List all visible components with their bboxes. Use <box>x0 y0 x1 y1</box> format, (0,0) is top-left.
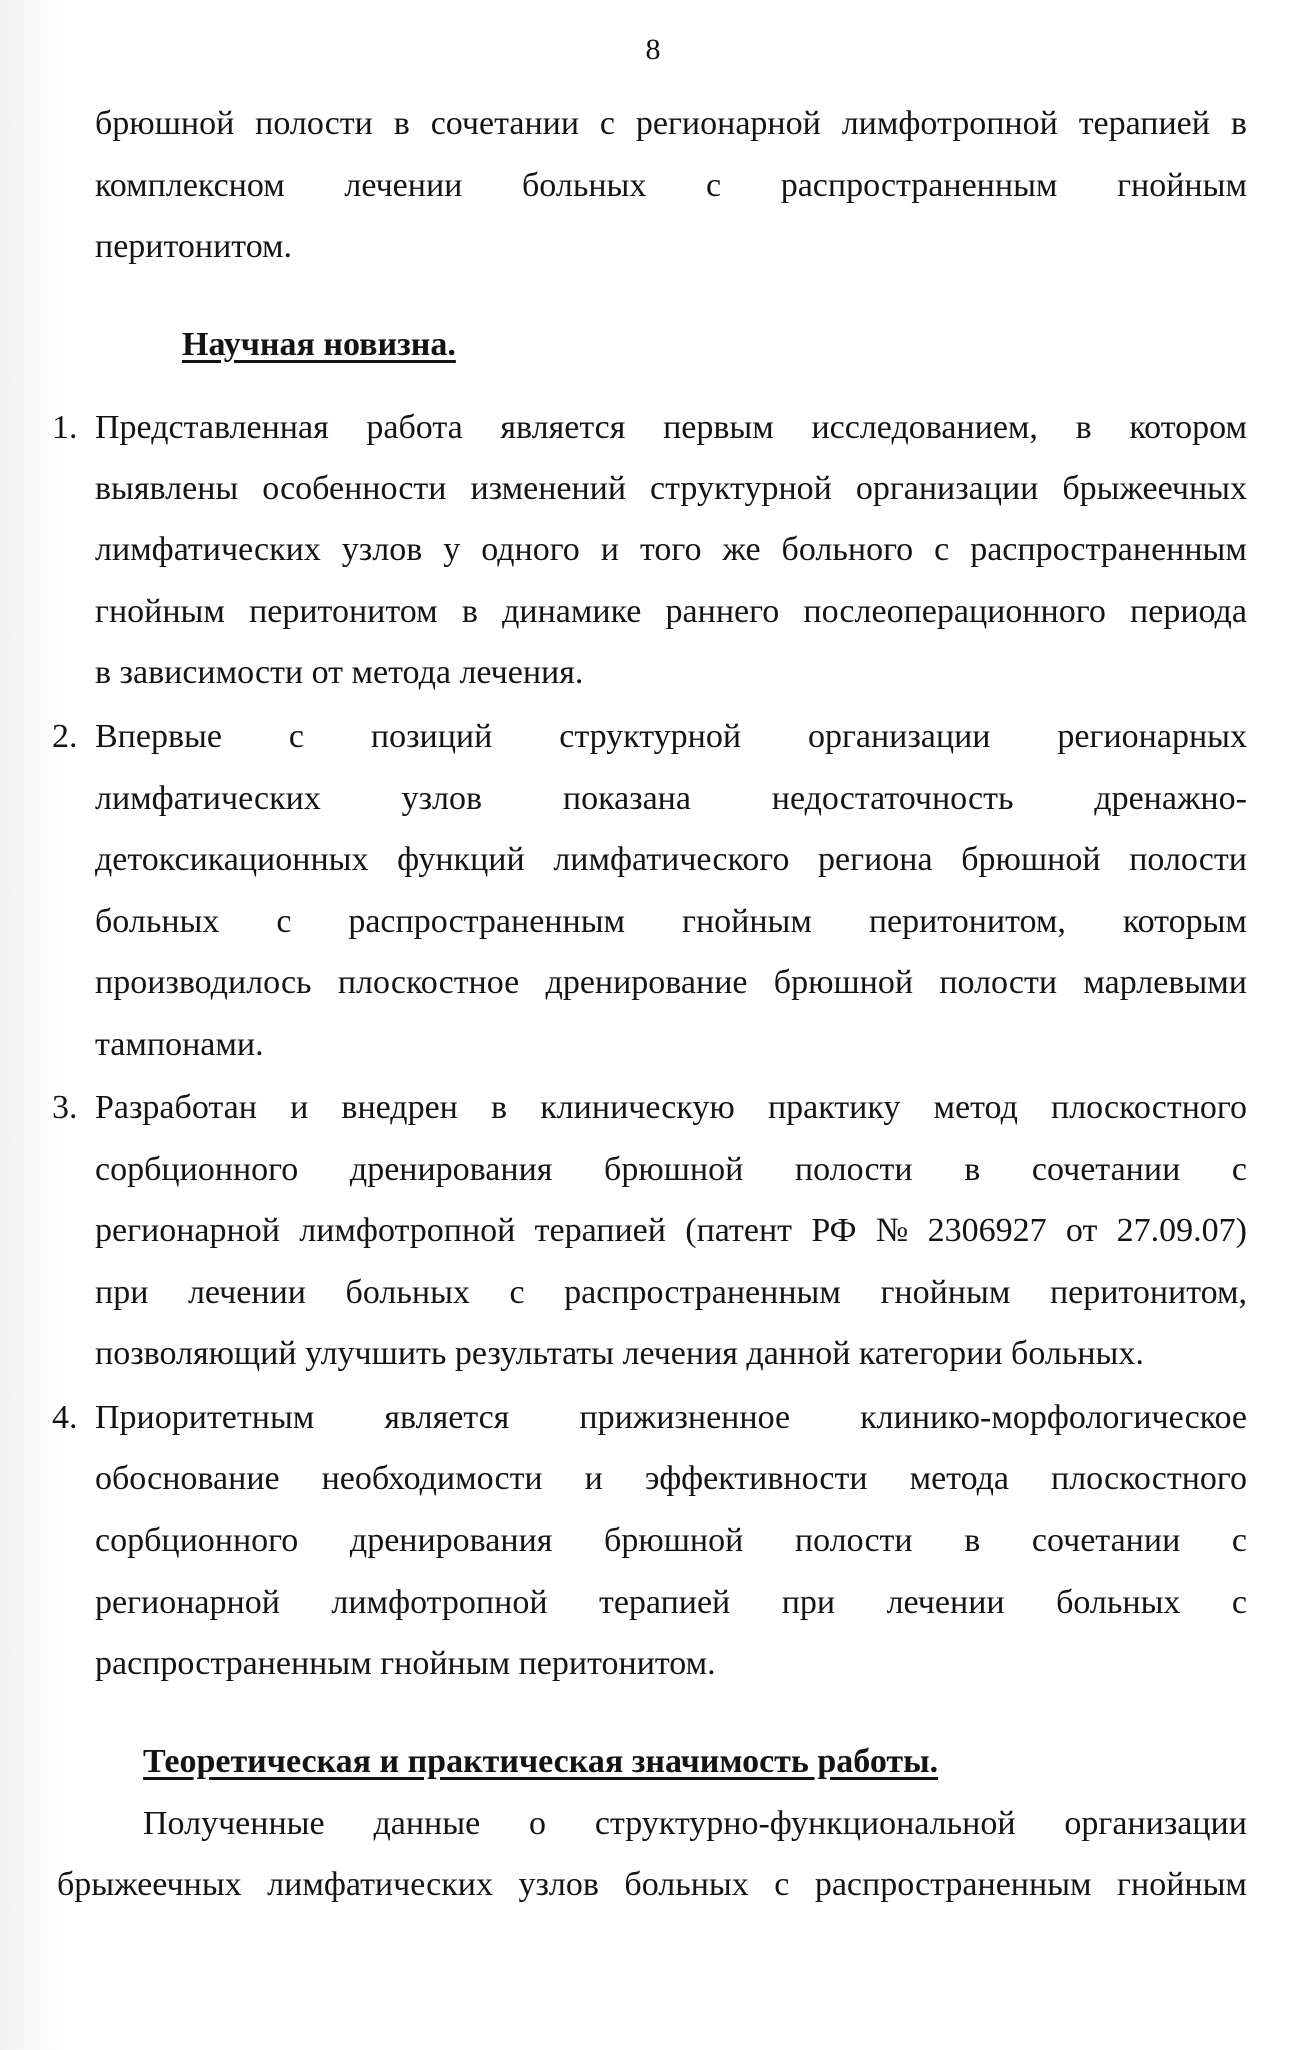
word: брюшной <box>604 1522 744 1559</box>
intro-line-2 <box>95 164 1247 208</box>
word: и <box>584 1460 603 1497</box>
word: сочетании <box>430 105 580 142</box>
word: лимфотропной <box>841 105 1058 142</box>
word: сорбционного <box>95 1151 299 1188</box>
word: организации <box>807 718 991 755</box>
word: лимфатических <box>95 780 321 817</box>
word: гнойным <box>880 1274 1011 1311</box>
list-item-line: в зависимости от метода лечения. <box>95 654 584 691</box>
word: с <box>288 718 304 755</box>
word: является <box>384 1399 510 1436</box>
word: брыжеечных <box>57 1866 242 1903</box>
word: работа <box>366 409 463 446</box>
word: лечении <box>344 167 463 204</box>
word: структурной <box>559 718 742 755</box>
list-item-line: позволяющий улучшить результаты лечения данной категории больных. <box>95 1335 1144 1372</box>
word: регионарной <box>95 1212 280 1249</box>
word: исследованием, <box>811 409 1038 446</box>
word: в <box>1230 105 1247 142</box>
word: больных <box>95 903 220 940</box>
word: сочетании <box>1031 1522 1181 1559</box>
word: терапией <box>598 1584 731 1621</box>
word: гнойным <box>1117 1866 1247 1903</box>
word: первым <box>663 409 774 446</box>
word: с <box>934 531 950 568</box>
word: с <box>1231 1522 1247 1559</box>
word: клиническую <box>540 1089 735 1126</box>
word: лимфотропной <box>331 1584 548 1621</box>
word: данные <box>373 1805 481 1842</box>
list-item-line <box>95 1581 1247 1625</box>
word: послеоперационного <box>803 593 1106 630</box>
word: метод <box>933 1089 1018 1126</box>
word: в <box>461 593 478 630</box>
word: при <box>95 1274 149 1311</box>
word: о <box>529 1805 547 1842</box>
word: позиций <box>370 718 493 755</box>
word: и <box>290 1089 309 1126</box>
word: у <box>443 531 461 568</box>
word: с <box>774 1866 790 1903</box>
word: больных <box>624 1866 749 1903</box>
word: узлов <box>401 780 483 817</box>
word: полости <box>255 105 373 142</box>
list-item-number: 4. <box>52 1399 78 1436</box>
word: брюшной <box>95 105 235 142</box>
word: больных <box>522 167 647 204</box>
word: динамике <box>502 593 642 630</box>
word: 2306927 <box>927 1212 1047 1249</box>
list-item-line <box>95 961 1247 1005</box>
list-item-line: тампонами. <box>95 1026 264 1063</box>
list-item-line <box>95 777 1247 821</box>
word: внедрен <box>341 1089 458 1126</box>
word: № <box>875 1212 909 1249</box>
word: 27.09.07) <box>1116 1212 1247 1249</box>
list-item-line <box>95 1396 1247 1440</box>
word: Впервые <box>95 718 222 755</box>
word: лимфатических <box>95 531 321 568</box>
list-item-line <box>95 1209 1247 1253</box>
word: больных <box>345 1274 470 1311</box>
word: показана <box>562 780 691 817</box>
word: особенности <box>262 470 447 507</box>
word: больных <box>1056 1584 1181 1621</box>
word: с <box>706 167 722 204</box>
word: терапией <box>534 1212 666 1249</box>
paragraph-line <box>143 1802 1247 1846</box>
list-item-line <box>95 1148 1247 1192</box>
word: больного <box>781 531 914 568</box>
word: функций <box>397 841 525 878</box>
word: плоскостного <box>1051 1460 1247 1497</box>
word: с <box>276 903 292 940</box>
word: регионарной <box>635 105 821 142</box>
word: Представленная <box>95 409 329 446</box>
word: распространенным <box>780 167 1058 204</box>
word: периода <box>1130 593 1247 630</box>
word: полости <box>794 1522 913 1559</box>
word: лечении <box>886 1584 1005 1621</box>
word: регионарной <box>95 1584 280 1621</box>
word: прижизненное <box>579 1399 791 1436</box>
word: того <box>639 531 702 568</box>
word: дренажно- <box>1094 780 1247 817</box>
word: региона <box>818 841 933 878</box>
word: перитонитом <box>249 593 438 630</box>
word: котором <box>1129 409 1247 446</box>
word: структурно-функциональной <box>594 1805 1016 1842</box>
list-item-line <box>95 715 1247 759</box>
page-number: 8 <box>645 33 661 66</box>
word: дренирования <box>349 1522 553 1559</box>
word: узлов <box>518 1866 599 1903</box>
list-item-line <box>95 838 1247 882</box>
word: узлов <box>341 531 423 568</box>
word: Разработан <box>95 1089 257 1126</box>
word: РФ <box>811 1212 857 1249</box>
word: же <box>722 531 761 568</box>
list-item-line <box>95 467 1247 511</box>
word: является <box>500 409 626 446</box>
word: изменений <box>470 470 627 507</box>
word: которым <box>1122 903 1247 940</box>
word: (патент <box>685 1212 792 1249</box>
word: гнойным <box>95 593 225 630</box>
list-item-line <box>95 900 1247 944</box>
word: сочетании <box>1031 1151 1181 1188</box>
word: с <box>599 105 616 142</box>
word: с <box>1231 1151 1247 1188</box>
word: полости <box>939 964 1058 1001</box>
word: выявлены <box>95 470 239 507</box>
list-item-line: распространенным гнойным перитонитом. <box>95 1645 716 1682</box>
word: клинико-морфологическое <box>860 1399 1247 1436</box>
word: распространенным <box>564 1274 841 1311</box>
word: терапией <box>1078 105 1210 142</box>
word: комплексном <box>95 167 285 204</box>
word: марлевыми <box>1083 964 1247 1001</box>
intro-line-1 <box>95 102 1247 146</box>
word: дренирование <box>545 964 748 1001</box>
word: производилось <box>95 964 312 1001</box>
list-item-line <box>95 590 1247 634</box>
word: плоскостное <box>337 964 520 1001</box>
intro-line-3: перитонитом. <box>95 228 293 265</box>
paragraph-line <box>57 1863 1247 1907</box>
word: лечении <box>187 1274 306 1311</box>
list-item-number: 3. <box>52 1089 78 1126</box>
word: раннего <box>665 593 780 630</box>
word: полости <box>1129 841 1247 878</box>
word: в <box>393 105 410 142</box>
word: практику <box>767 1089 901 1126</box>
word: регионарных <box>1057 718 1247 755</box>
list-item-line <box>95 1457 1247 1501</box>
list-item-number: 1. <box>52 409 78 446</box>
word: брыжеечных <box>1062 470 1247 507</box>
list-item-number: 2. <box>52 718 78 755</box>
word: эффективности <box>644 1460 868 1497</box>
word: в <box>964 1151 981 1188</box>
section-heading-novelty: Научная новизна. <box>182 326 456 363</box>
word: и <box>600 531 619 568</box>
word: брюшной <box>604 1151 744 1188</box>
word: гнойным <box>682 903 812 940</box>
word: Приоритетным <box>95 1399 315 1436</box>
list-item-line <box>95 528 1247 572</box>
word: полости <box>794 1151 913 1188</box>
word: лимфатического <box>553 841 790 878</box>
word: брюшной <box>773 964 914 1001</box>
word: перитонитом, <box>1049 1274 1247 1311</box>
word: перитонитом, <box>868 903 1066 940</box>
word: структурной <box>650 470 832 507</box>
word: одного <box>481 531 580 568</box>
word: метода <box>909 1460 1009 1497</box>
word: распространенным <box>348 903 626 940</box>
word: лимфотропной <box>299 1212 516 1249</box>
word: организации <box>1064 1805 1247 1842</box>
word: гнойным <box>1117 167 1247 204</box>
word: необходимости <box>321 1460 543 1497</box>
list-item-line <box>95 1086 1247 1130</box>
word: плоскостного <box>1051 1089 1247 1126</box>
word: организации <box>855 470 1039 507</box>
word: детоксикационных <box>95 841 369 878</box>
word: в <box>964 1522 981 1559</box>
word: недостаточность <box>771 780 1014 817</box>
word: дренирования <box>349 1151 553 1188</box>
word: от <box>1065 1212 1098 1249</box>
word: Полученные <box>143 1805 325 1842</box>
word: распространенным <box>970 531 1247 568</box>
word: в <box>491 1089 508 1126</box>
word: распространенным <box>814 1866 1092 1903</box>
list-item-line <box>95 406 1247 450</box>
word: при <box>781 1584 836 1621</box>
word: в <box>1075 409 1092 446</box>
list-item-line <box>95 1271 1247 1315</box>
word: с <box>509 1274 525 1311</box>
word: лимфатических <box>267 1866 493 1903</box>
word: брюшной <box>961 841 1101 878</box>
word: сорбционного <box>95 1522 299 1559</box>
word: обоснование <box>95 1460 280 1497</box>
section-heading-significance: Теоретическая и практическая значимость работы. <box>143 1743 939 1780</box>
scan-margin-shadow <box>0 0 70 2050</box>
list-item-line <box>95 1519 1247 1563</box>
word: с <box>1231 1584 1247 1621</box>
